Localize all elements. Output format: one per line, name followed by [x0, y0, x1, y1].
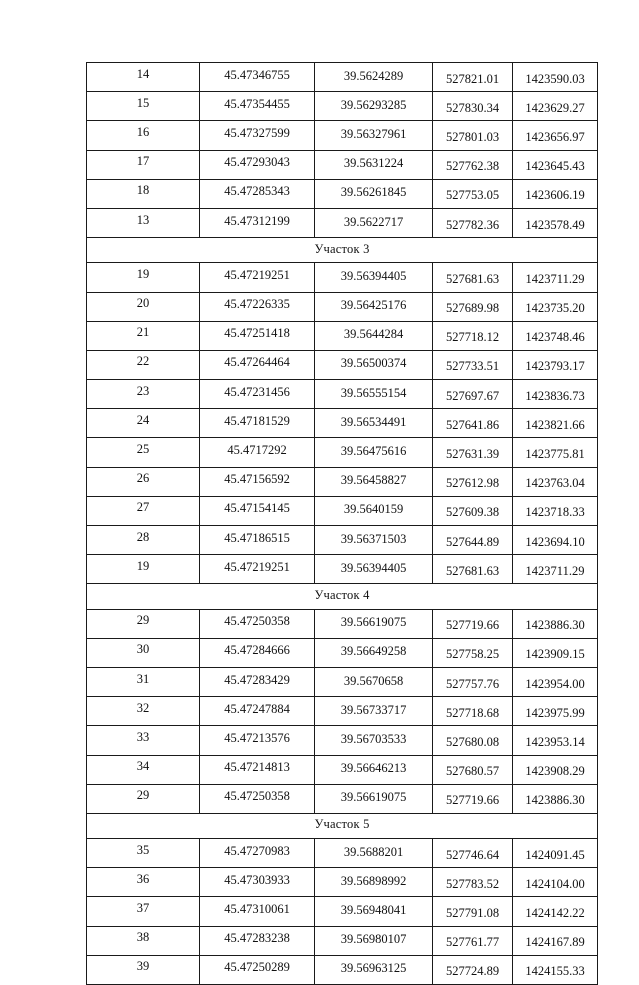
x-coordinate-cell: 527644.89	[433, 526, 513, 555]
table-row	[87, 697, 598, 726]
latitude-cell: 45.47250358	[200, 609, 315, 638]
table-row	[87, 726, 598, 755]
longitude-cell: 39.56327961	[315, 121, 433, 150]
y-coordinate-cell: 1423886.30	[513, 784, 598, 813]
point-number-cell: 19	[87, 555, 200, 584]
table-row	[87, 496, 598, 525]
table-row	[87, 926, 598, 955]
y-coordinate-cell: 1424167.89	[513, 926, 598, 955]
point-number-cell: 35	[87, 839, 200, 868]
x-coordinate-cell: 527783.52	[433, 868, 513, 897]
y-coordinate-cell: 1423645.43	[513, 150, 598, 179]
table-row	[87, 897, 598, 926]
x-coordinate-cell: 527612.98	[433, 467, 513, 496]
latitude-cell: 45.47247884	[200, 697, 315, 726]
latitude-cell: 45.47156592	[200, 467, 315, 496]
x-coordinate-cell: 527609.38	[433, 496, 513, 525]
latitude-cell: 45.47283429	[200, 667, 315, 696]
x-coordinate-cell: 527680.57	[433, 755, 513, 784]
table-row	[87, 609, 598, 638]
latitude-cell: 45.47226335	[200, 292, 315, 321]
latitude-cell: 45.47250289	[200, 955, 315, 984]
x-coordinate-cell: 527746.64	[433, 839, 513, 868]
y-coordinate-cell: 1423821.66	[513, 409, 598, 438]
y-coordinate-cell: 1423886.30	[513, 609, 598, 638]
x-coordinate-cell: 527641.86	[433, 409, 513, 438]
y-coordinate-cell: 1423606.19	[513, 179, 598, 208]
point-number-cell: 33	[87, 726, 200, 755]
table-row	[87, 467, 598, 496]
latitude-cell: 45.47264464	[200, 350, 315, 379]
point-number-cell: 27	[87, 496, 200, 525]
x-coordinate-cell: 527681.63	[433, 263, 513, 292]
point-number-cell: 14	[87, 63, 200, 92]
longitude-cell: 39.56458827	[315, 467, 433, 496]
x-coordinate-cell: 527761.77	[433, 926, 513, 955]
x-coordinate-cell: 527733.51	[433, 350, 513, 379]
longitude-cell: 39.56733717	[315, 697, 433, 726]
point-number-cell: 21	[87, 321, 200, 350]
longitude-cell: 39.56293285	[315, 92, 433, 121]
latitude-cell: 45.47285343	[200, 179, 315, 208]
y-coordinate-cell: 1423953.14	[513, 726, 598, 755]
longitude-cell: 39.5640159	[315, 496, 433, 525]
coordinates-table-body	[87, 63, 598, 985]
point-number-cell: 38	[87, 926, 200, 955]
table-row	[87, 409, 598, 438]
point-number-cell: 34	[87, 755, 200, 784]
y-coordinate-cell: 1423763.04	[513, 467, 598, 496]
y-coordinate-cell: 1423735.20	[513, 292, 598, 321]
longitude-cell: 39.56394405	[315, 263, 433, 292]
longitude-cell: 39.56703533	[315, 726, 433, 755]
point-number-cell: 22	[87, 350, 200, 379]
y-coordinate-cell: 1423975.99	[513, 697, 598, 726]
table-row	[87, 438, 598, 467]
y-coordinate-cell: 1423629.27	[513, 92, 598, 121]
table-row	[87, 755, 598, 784]
x-coordinate-cell: 527689.98	[433, 292, 513, 321]
x-coordinate-cell: 527821.01	[433, 63, 513, 92]
section-title: Участок 3	[87, 238, 598, 263]
table-row	[87, 555, 598, 584]
latitude-cell: 45.47346755	[200, 63, 315, 92]
longitude-cell: 39.56371503	[315, 526, 433, 555]
y-coordinate-cell: 1423711.29	[513, 263, 598, 292]
latitude-cell: 45.47250358	[200, 784, 315, 813]
y-coordinate-cell: 1423590.03	[513, 63, 598, 92]
x-coordinate-cell: 527753.05	[433, 179, 513, 208]
longitude-cell: 39.56394405	[315, 555, 433, 584]
longitude-cell: 39.5644284	[315, 321, 433, 350]
longitude-cell: 39.5622717	[315, 208, 433, 237]
table-row	[87, 92, 598, 121]
x-coordinate-cell: 527697.67	[433, 380, 513, 409]
point-number-cell: 18	[87, 179, 200, 208]
x-coordinate-cell: 527801.03	[433, 121, 513, 150]
latitude-cell: 45.47231456	[200, 380, 315, 409]
table-row	[87, 380, 598, 409]
longitude-cell: 39.56475616	[315, 438, 433, 467]
longitude-cell: 39.5624289	[315, 63, 433, 92]
point-number-cell: 28	[87, 526, 200, 555]
latitude-cell: 45.47214813	[200, 755, 315, 784]
table-row	[87, 208, 598, 237]
table-row	[87, 955, 598, 984]
x-coordinate-cell: 527762.38	[433, 150, 513, 179]
section-header-row	[87, 813, 598, 838]
table-row	[87, 839, 598, 868]
longitude-cell: 39.56898992	[315, 868, 433, 897]
longitude-cell: 39.56619075	[315, 784, 433, 813]
x-coordinate-cell: 527631.39	[433, 438, 513, 467]
x-coordinate-cell: 527757.76	[433, 667, 513, 696]
table-row	[87, 638, 598, 667]
latitude-cell: 45.47219251	[200, 555, 315, 584]
y-coordinate-cell: 1424091.45	[513, 839, 598, 868]
latitude-cell: 45.47284666	[200, 638, 315, 667]
latitude-cell: 45.47154145	[200, 496, 315, 525]
longitude-cell: 39.56646213	[315, 755, 433, 784]
y-coordinate-cell: 1423711.29	[513, 555, 598, 584]
y-coordinate-cell: 1424104.00	[513, 868, 598, 897]
longitude-cell: 39.56534491	[315, 409, 433, 438]
latitude-cell: 45.47186515	[200, 526, 315, 555]
latitude-cell: 45.47283238	[200, 926, 315, 955]
latitude-cell: 45.4717292	[200, 438, 315, 467]
point-number-cell: 30	[87, 638, 200, 667]
point-number-cell: 31	[87, 667, 200, 696]
longitude-cell: 39.56500374	[315, 350, 433, 379]
longitude-cell: 39.56980107	[315, 926, 433, 955]
x-coordinate-cell: 527718.12	[433, 321, 513, 350]
y-coordinate-cell: 1423775.81	[513, 438, 598, 467]
table-row	[87, 321, 598, 350]
point-number-cell: 19	[87, 263, 200, 292]
longitude-cell: 39.56261845	[315, 179, 433, 208]
longitude-cell: 39.56425176	[315, 292, 433, 321]
point-number-cell: 26	[87, 467, 200, 496]
table-row	[87, 667, 598, 696]
point-number-cell: 13	[87, 208, 200, 237]
y-coordinate-cell: 1423909.15	[513, 638, 598, 667]
longitude-cell: 39.5631224	[315, 150, 433, 179]
latitude-cell: 45.47181529	[200, 409, 315, 438]
x-coordinate-cell: 527724.89	[433, 955, 513, 984]
longitude-cell: 39.5670658	[315, 667, 433, 696]
point-number-cell: 15	[87, 92, 200, 121]
longitude-cell: 39.56948041	[315, 897, 433, 926]
latitude-cell: 45.47303933	[200, 868, 315, 897]
latitude-cell: 45.47270983	[200, 839, 315, 868]
table-row	[87, 63, 598, 92]
x-coordinate-cell: 527681.63	[433, 555, 513, 584]
y-coordinate-cell: 1423793.17	[513, 350, 598, 379]
x-coordinate-cell: 527758.25	[433, 638, 513, 667]
y-coordinate-cell: 1423694.10	[513, 526, 598, 555]
y-coordinate-cell: 1423578.49	[513, 208, 598, 237]
table-row	[87, 526, 598, 555]
point-number-cell: 23	[87, 380, 200, 409]
point-number-cell: 20	[87, 292, 200, 321]
longitude-cell: 39.5688201	[315, 839, 433, 868]
section-title: Участок 5	[87, 813, 598, 838]
table-row	[87, 868, 598, 897]
x-coordinate-cell: 527830.34	[433, 92, 513, 121]
table-row	[87, 350, 598, 379]
point-number-cell: 25	[87, 438, 200, 467]
y-coordinate-cell: 1423954.00	[513, 667, 598, 696]
longitude-cell: 39.56619075	[315, 609, 433, 638]
y-coordinate-cell: 1424155.33	[513, 955, 598, 984]
coordinates-table	[86, 62, 598, 985]
latitude-cell: 45.47293043	[200, 150, 315, 179]
section-title: Участок 4	[87, 584, 598, 609]
latitude-cell: 45.47354455	[200, 92, 315, 121]
latitude-cell: 45.47312199	[200, 208, 315, 237]
x-coordinate-cell: 527791.08	[433, 897, 513, 926]
section-header-row	[87, 584, 598, 609]
latitude-cell: 45.47327599	[200, 121, 315, 150]
longitude-cell: 39.56555154	[315, 380, 433, 409]
latitude-cell: 45.47310061	[200, 897, 315, 926]
longitude-cell: 39.56963125	[315, 955, 433, 984]
latitude-cell: 45.47219251	[200, 263, 315, 292]
x-coordinate-cell: 527680.08	[433, 726, 513, 755]
y-coordinate-cell: 1423718.33	[513, 496, 598, 525]
latitude-cell: 45.47213576	[200, 726, 315, 755]
table-row	[87, 150, 598, 179]
point-number-cell: 24	[87, 409, 200, 438]
y-coordinate-cell: 1423836.73	[513, 380, 598, 409]
y-coordinate-cell: 1423656.97	[513, 121, 598, 150]
table-row	[87, 121, 598, 150]
latitude-cell: 45.47251418	[200, 321, 315, 350]
point-number-cell: 29	[87, 609, 200, 638]
table-row	[87, 263, 598, 292]
y-coordinate-cell: 1423748.46	[513, 321, 598, 350]
y-coordinate-cell: 1424142.22	[513, 897, 598, 926]
point-number-cell: 36	[87, 868, 200, 897]
point-number-cell: 17	[87, 150, 200, 179]
table-row	[87, 784, 598, 813]
point-number-cell: 32	[87, 697, 200, 726]
y-coordinate-cell: 1423908.29	[513, 755, 598, 784]
point-number-cell: 37	[87, 897, 200, 926]
x-coordinate-cell: 527782.36	[433, 208, 513, 237]
x-coordinate-cell: 527719.66	[433, 609, 513, 638]
x-coordinate-cell: 527719.66	[433, 784, 513, 813]
point-number-cell: 39	[87, 955, 200, 984]
point-number-cell: 16	[87, 121, 200, 150]
table-row	[87, 292, 598, 321]
table-row	[87, 179, 598, 208]
longitude-cell: 39.56649258	[315, 638, 433, 667]
point-number-cell: 29	[87, 784, 200, 813]
x-coordinate-cell: 527718.68	[433, 697, 513, 726]
section-header-row	[87, 238, 598, 263]
